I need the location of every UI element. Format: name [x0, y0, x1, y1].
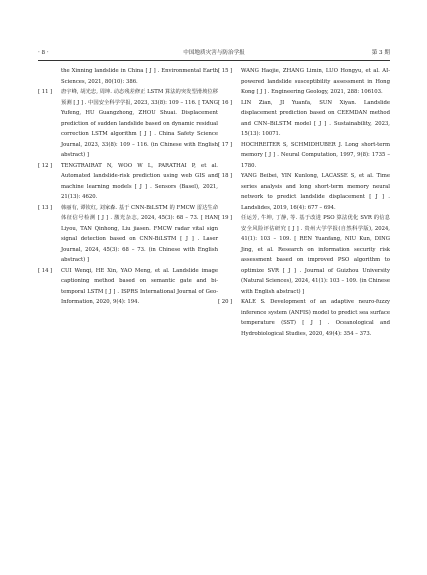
left-reference-column — [38, 66, 218, 308]
reference-text: TENGTRAIRAT N, WOO W L, PARATHAI P, et al. Automated landslide-risk prediction using web GIS and machine learning models [ J ] . Sensors (Basel), 2021, 21(13): 4620. — [61, 162, 218, 200]
reference-number: [ 16 ] — [218, 99, 233, 106]
reference-entry — [218, 140, 390, 172]
reference-text: the Xinning landslide in China [ J ] . Environmental Earth Sciences, 2021, 80(10): 386. — [61, 68, 218, 85]
reference-entry — [218, 171, 390, 213]
reference-entry — [38, 266, 218, 308]
reference-number: [ 15 ] — [218, 68, 233, 74]
reference-number: [ 19 ] — [218, 215, 233, 221]
reference-number: [ 13 ] — [38, 204, 53, 211]
journal-title: 中国地质灾害与防治学报 — [183, 50, 245, 56]
reference-text: WANG Haojie, ZHANG Limin, LUO Hongyu, et al. AI-powered landslide susceptibility assessment in Hong Kong [ J ] . Engineering Geology, 2021, 288: 106103. — [241, 68, 390, 95]
reference-number: [ 14 ] — [38, 267, 53, 274]
reference-number: [ 20 ] — [218, 299, 233, 305]
right-reference-column — [218, 66, 390, 339]
reference-text: 任运芳, 牛坤, 丁静, 等. 基于改进 PSO 算法优化 SVR 的信息安全风险评估研究 [ J ] . 贵州大学学报(自然科学版), 2024, 41(1): 103 – 109. [ REN Yuanfang, NIU Kun, DING Jing, et al. Research on information security risk assessment based on improved PSO algorithm to optimize SVR [ J ] . Journal of Guizhou University (Natural Sciences), 2024, 41(1): 103 – 109. (in Chinese with English abstract) ] — [241, 215, 390, 295]
reference-text: 唐宇峰, 胡光忠, 周坤. 动态残差修正 LSTM 算法的突发型滑坡位移预测 [ J ] . 中国安全科学学报, 2023, 33(8): 109 – 116. [ TANG Yufeng, HU Guangzhong, ZHOU Shuai. Displacement prediction of sudden landslide based on dynamic residual correction LSTM algorithm [ J ] . China Safety Science Journal, 2023, 33(8): 109 – 116. (in Chinese with English abstract) ] — [61, 89, 218, 158]
reference-text: CUI Wenqi, HE Xin, YAO Meng, et al. Landslide image captioning method based on semantic gate and bi-temporal LSTM [ J ] . ISPRS International Journal of Geo-Information, 2020, 9(4): 194. — [61, 267, 218, 305]
reference-entry — [38, 87, 218, 161]
reference-number: [ 17 ] — [218, 141, 233, 148]
reference-text: HOCHREITER S, SCHMIDHUBER J. Long short-term memory [ J ] . Neural Computation, 1997, 9(8): 1735 – 1780. — [241, 141, 390, 169]
reference-entry — [218, 98, 390, 140]
header-rule — [38, 60, 390, 61]
reference-text: LIN Zian, JI Yuanfa, SUN Xiyan. Landslide displacement prediction based on CEEMDAN method and CNN–BiLSTM model [ J ] . Sustainability, 2023, 15(13): 10071. — [241, 99, 390, 137]
reference-number: [ 18 ] — [218, 173, 233, 179]
reference-text: YANG Beibei, YIN Kunlong, LACASSE S, et al. Time series analysis and long short-term memory neural network to predict landslide displacement [ J ] . Landslides, 2019, 16(4): 677 – 694. — [241, 173, 390, 211]
reference-entry — [38, 203, 218, 266]
reference-entry — [218, 297, 390, 339]
reference-number: [ 11 ] — [38, 89, 53, 95]
reference-number: [ 12 ] — [38, 162, 53, 169]
reference-entry — [38, 161, 218, 203]
reference-text: 韩丽有, 谭钦红, 刘家森. 基于 CNN-BiLSTM 的 FMCW 雷达生命体征信号检测 [ J ] . 激光杂志, 2024, 45(3): 68 – 73. [ HAN Liyou, TAN Qinhong, Liu jiasen. FMCW radar vital sign signal detection based on CNN-BiLSTM [ J ] . Laser Journal, 2024, 45(3): 68 – 73. (in Chinese with English abstract) ] — [61, 204, 218, 263]
issue-number: 第 3 期 — [371, 50, 390, 56]
reference-text: KALE S. Development of an adaptive neuro-fuzzy inference system (ANFIS) model to predict sea surface temperature (SST) [ J ] . Oceanological and Hydrobiological Studies, 2020, 49(4): 354 – 373. — [241, 299, 390, 337]
running-header — [38, 48, 390, 59]
page-number: · 8 · — [38, 50, 49, 56]
reference-entry — [38, 66, 218, 87]
reference-entry — [218, 213, 390, 297]
reference-entry — [218, 66, 390, 98]
